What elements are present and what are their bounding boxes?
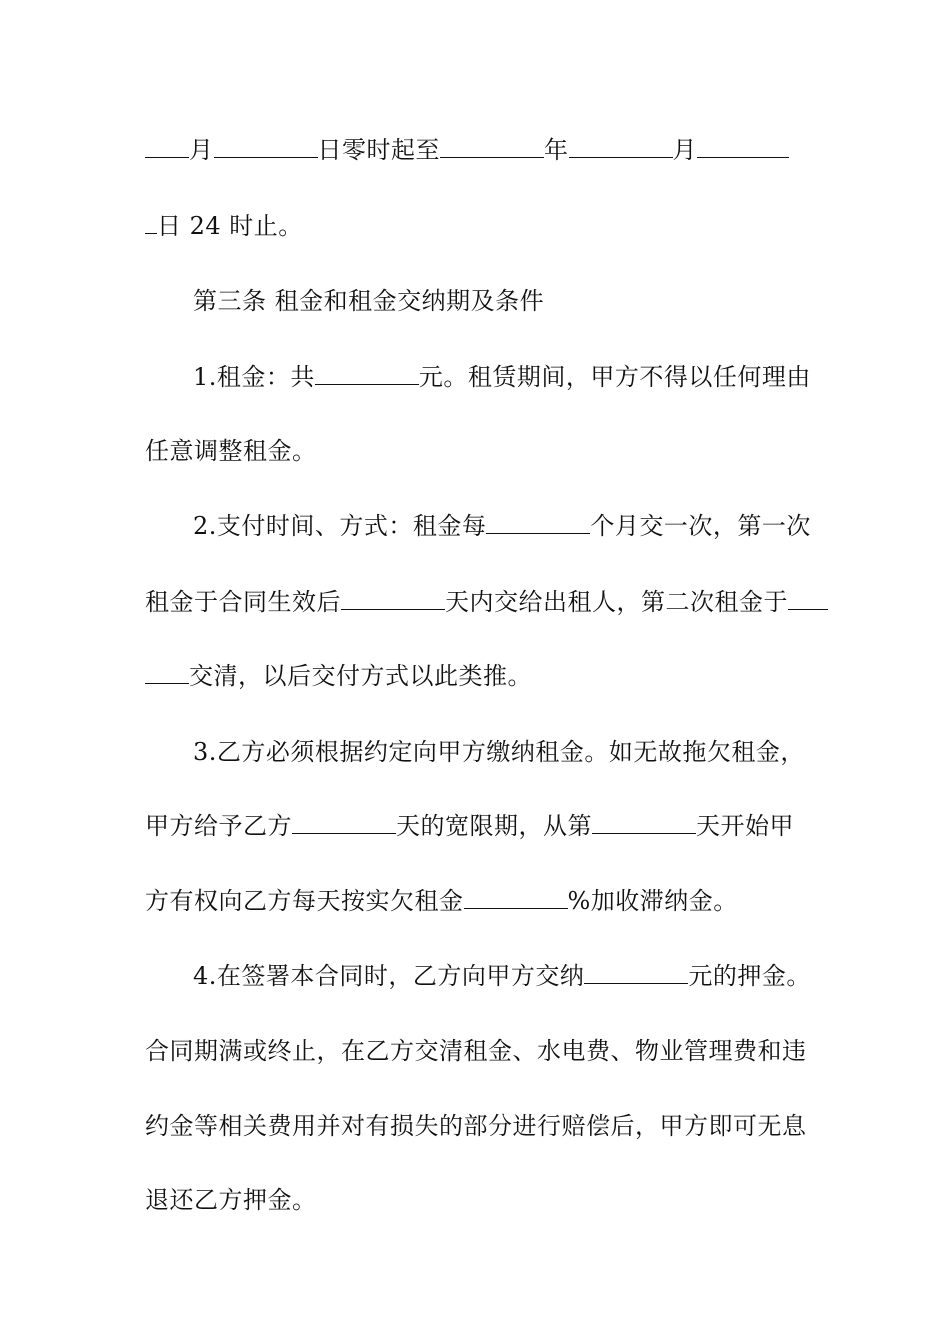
text-fragment: 租金于合同生效后 [145,588,341,616]
fill-blank-late-fee-rate [464,886,568,909]
item-3-line-3 [145,883,810,919]
fill-blank-grace-days [292,811,396,834]
item-1-line-2: 任意调整租金。 [145,437,317,465]
item-2-line-2 [145,584,810,620]
item-1-line-1 [193,359,810,395]
fill-blank-days-after [341,587,445,610]
fill-blank-end-month [569,135,673,158]
text-fragment: 天的宽限期，从第 [396,812,592,840]
fill-blank-end-day-tail [145,211,157,234]
text-line-date-range [145,132,810,168]
item-4-line-3: 约金等相关费用并对有损失的部分进行赔偿后，甲方即可无息 [145,1112,807,1140]
text-fragment: 2.支付时间、方式：租金每 [193,512,487,540]
text-fragment: 1.租金：共 [193,363,315,391]
item-4-line-2: 合同期满或终止，在乙方交清租金、水电费、物业管理费和违 [145,1037,807,1065]
item-3-line-1: 3.乙方必须根据约定向甲方缴纳租金。如无故拖欠租金， [193,738,805,766]
text-fragment: 元。租赁期间，甲方不得以任何理由 [418,363,811,391]
fill-blank-second-payment [788,587,828,610]
article-heading: 第三条 租金和租金交纳期及条件 [193,287,545,315]
fill-blank-pay-months [486,511,590,534]
text-fragment: 4.在签署本合同时，乙方向甲方交纳 [193,962,585,990]
fill-blank-start-day-count [592,811,696,834]
fill-blank-end-day [697,135,789,158]
item-4-line-4: 退还乙方押金。 [145,1186,317,1214]
text-fragment: 天开始甲 [696,812,794,840]
text-fragment: 方有权向乙方每天按实欠租金 [145,887,464,915]
item-2-line-3 [145,658,810,694]
text-fragment: 月 [189,136,214,164]
text-fragment: %加收滞纳金。 [567,887,738,915]
text-fragment: 甲方给予乙方 [145,812,292,840]
fill-blank-rent-amount [315,362,419,385]
text-fragment: 元的押金。 [688,962,811,990]
fill-blank-start-month [145,135,189,158]
text-fragment: 天内交给出租人，第二次租金于 [445,588,788,616]
fill-blank-start-day [214,135,318,158]
text-fragment: 年 [544,136,569,164]
text-fragment: 交清，以后交付方式以此类推。 [189,662,532,690]
item-3-line-2 [145,808,810,844]
item-4-line-1 [193,958,810,994]
item-2-line-1 [193,508,810,544]
fill-blank-deposit-amount [584,961,688,984]
text-fragment: 日零时起至 [317,136,440,164]
fill-blank-end-year [440,135,544,158]
text-line-date-end [145,208,810,244]
text-fragment: 月 [672,136,697,164]
text-fragment: 个月交一次，第一次 [590,512,811,540]
fill-blank-second-payment-tail [145,661,189,684]
text-fragment: 日 24 时止。 [157,212,303,240]
